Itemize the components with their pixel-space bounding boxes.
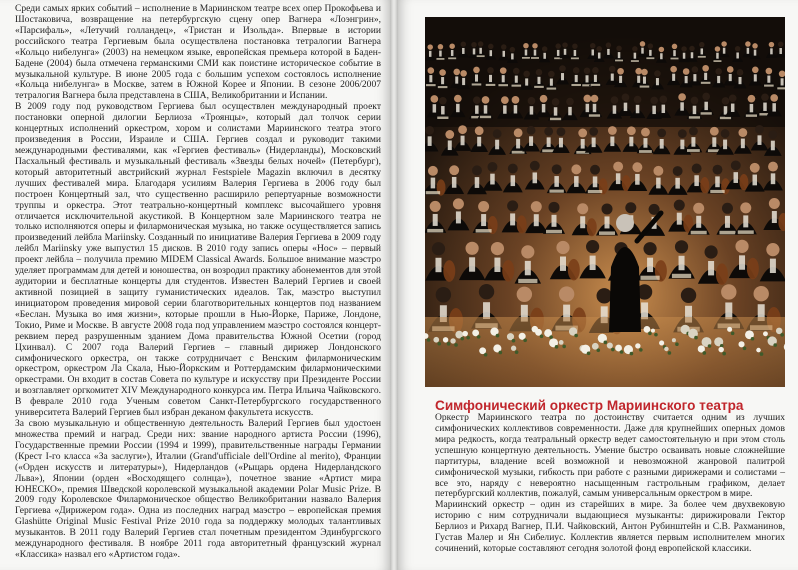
stage-flower xyxy=(651,329,655,333)
stage-flower xyxy=(738,341,744,347)
orchestra-photo-drawing xyxy=(425,17,785,387)
left-page-text xyxy=(15,4,381,561)
stage-flower xyxy=(511,346,516,351)
stage-flower xyxy=(607,342,613,348)
right-page-text xyxy=(435,413,785,555)
left-paragraph-3: За свою музыкальную и общественную деятельность Валерий Гергиев был удостоен множества премий и наград. Среди них: звание народного артиста России (1996), Государственные премии России (1994 и 1999), правительственные награды Германии (Крест I-го класса «За заслуги»), Италии (Grand'ufficiale dell'Ordine al merito), Франции («Орден искусств и литературы»), Нидерландов («Рыцарь ордена Нидерландского Льва»), Японии (орден «Восходящего солнца»), почетное звание «Артист мира ЮНЕСКО», премия Шведской королевской музыкальной академии Polar Music Prize. В 2009 году Королевское Филармоническое общество Великобритании назвало Валерия Гергиева «Дирижером года». Одна из последних наград маэстро – европейская премия Glashütte Original Music Festival Prize 2010 года за поддержку молодых талантливых музыкантов. В 2011 году Валерий Гергиев стал почетным президентом Эдинбургского международного фестиваля. В ноябре 2011 года авторитетный французский журнал «Классика» назвал его «Артистом года». xyxy=(15,418,381,561)
stage-flower xyxy=(727,327,732,332)
stage-flower xyxy=(756,348,761,353)
right-paragraph-1: Оркестр Мариинского театра по достоинству считается одним из лучших симфонических коллективов современности. Даже для крупнейших оперных домов мира редкость, когда театральный оркестр ведет самостоятельную и при этом столь успешную концертную деятельность. Умение быстро осваивать новые сложнейшие партитуры, владение всей возможной и невозможной жанровой палитрой симфонической музыки, гибкость при работе с разными дирижерами и солистами – все это, наряду с невероятно насыщенным гастрольным графиком, делает петербургский коллектив, пожалуй, самым универсальным оркестром в мире. xyxy=(435,412,785,500)
stage-flower xyxy=(450,338,455,343)
stage-flower xyxy=(433,337,439,343)
stage-flower xyxy=(718,347,723,352)
stage-flower xyxy=(659,340,664,345)
right-page xyxy=(398,0,798,570)
stage-flower xyxy=(635,343,640,348)
stage-flower xyxy=(664,347,668,351)
stage-flower xyxy=(462,331,468,337)
left-paragraph-1: Среди самых ярких событий – исполнение в Мариинском театре всех опер Прокофьева и Шостаковича, возвращение на петербургскую сцену опер Вагнера «Лоэнгрин», «Парсифаль», «Летучий голландец», «Тристан и Изольда». Впервые в истории российского театра Гергиевым была осуществлена постановка тетралогии Вагнера «Кольцо нибелунга» (2003) на немецком языке, европейская премьера которой в Баден-Бадене (2004) была отмечена германскими СМИ как поистине историческое событие в музыкальной культуре. В июне 2005 года с большим успехом состоялось исполнение «Кольца нибелунга» в Москве, затем в Южной Корее и Японии. В сезоне 2006/2007 тетралогия Вагнера была представлена в США, Великобритании и Испании. xyxy=(15,3,381,102)
stage-flower xyxy=(776,328,783,335)
stage-flower xyxy=(672,338,676,342)
stage-flower xyxy=(763,331,768,336)
stage-flower xyxy=(443,337,448,342)
section-heading: Симфонический оркестр Мариинского театра xyxy=(435,398,744,413)
right-paragraph-2: Мариинский оркестр – один из старейших в мире. За более чем двухвековую историю с ним сотрудничали выдающиеся музыканты: дирижировали Гектор Берлиоз и Рихард Вагнер, П.И. Чайковский, Антон Рубинштейн и С.В. Рахманинов, Густав Малер и Ян Сибелиус. Коллектив является первым исполнителем многих сочинений, которые составляют сегодня золотой фонд европейской классики. xyxy=(435,499,785,555)
left-paragraph-2: В 2009 году под руководством Гергиева был осуществлен международный проект постановки оперной дилогии Берлиоза «Троянцы», который дал толчок серии концертных исполнений оркестром, хором и солистами Мариинского театра этого произведения в России, Израиле и США. Гергиев создал и руководит такими международными фестивалями, как «Гергиев фестиваль» (Нидерланды), Московский Пасхальный фестиваль и музыкальный фестиваль «Звезды белых ночей» (Петербург), который авторитетный австрийский журнал Festspiele Magazin включил в десятку лучших фестивалей мира. Благодаря усилиям Валерия Гергиева в 2006 году был построен Концертный зал, что существенно расширило репертуарные возможности труппы и оркестра. Этот театрально-концертный комплекс высочайшего уровня отличается исключительной акустикой. В Концертном зале Мариинского театра не только исполняются оперы и филармоническая музыка, но также осуществляется запись произведений лейбла Mariinsky. Созданный по инициативе Валерия Гергиева в 2009 году лейбл Mariinsky уже выпустил 15 дисков. В 2010 году запись оперы «Нос» – первый проект лейбла – получила премию MIDEM Classical Awards. Большое внимание маэстро уделяет программам для детей и юношества, он возродил практику абонементов для этой аудитории и бесплатные концерты для студентов. Известен Валерий Гергиев и своей активной позицией в защиту гуманистических идеалов. Так, маэстро выступил инициатором проведения мировой серии благотворительных концертов под названием «Беслан. Музыка во имя жизни», которые прошли в Нью-Йорке, Париже, Лондоне, Токио, Риме и Москве. В августе 2008 года под управлением маэстро состоялся концерт-реквием перед разрушенным зданием Дома правительства Южной Осетии (город Цхинвал). С 2007 года Валерий Гергиев – главный дирижер Лондонского симфонического оркестра, он также сотрудничает с Венским филармоническим оркестром, оркестром Ла Скала, Нью-Йоркским и Роттердамским филармоническими оркестрами. Он входит в состав Совета по культуре и искусству при Президенте России и возглавляет оргкомитет XIV Международного конкурса им. Петра Ильича Чайковского. В феврале 2010 года Ученым советом Санкт-Петербургского государственного университета Валерий Гергиев был избран деканом факультета искусств. xyxy=(15,101,381,419)
orchestra-photo xyxy=(425,17,785,387)
left-page xyxy=(0,0,390,570)
stage-flower xyxy=(559,340,564,345)
book-gutter xyxy=(390,0,398,570)
